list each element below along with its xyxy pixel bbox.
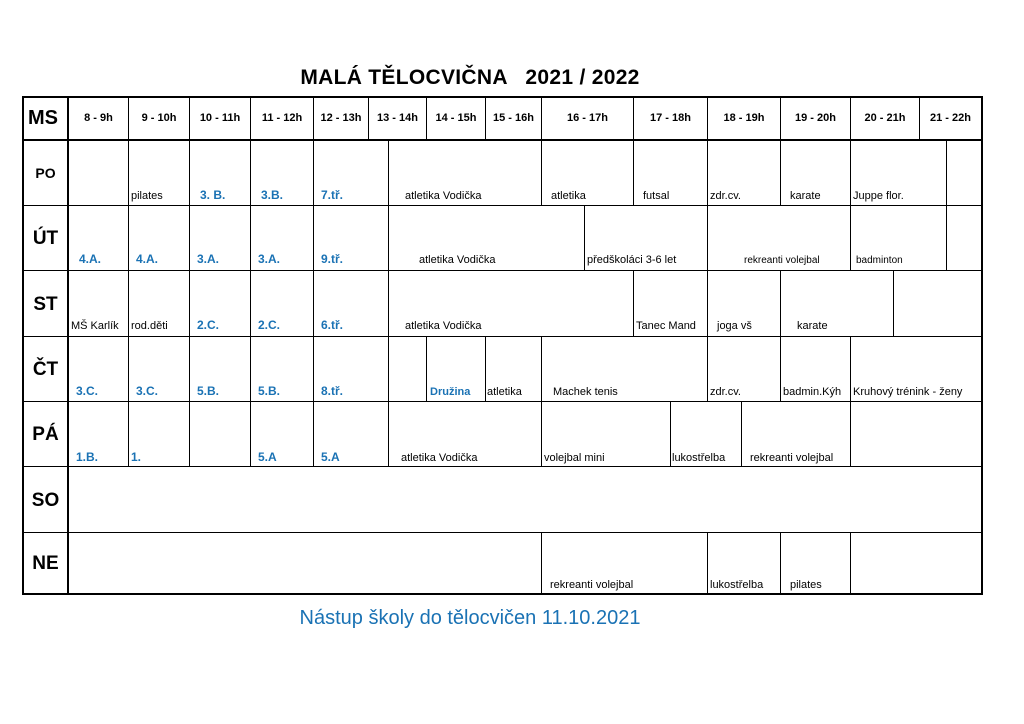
schedule-cell: 5.B.: [258, 384, 281, 398]
hour-header: 11 - 12h: [261, 112, 303, 124]
cell-divider: [388, 206, 389, 270]
cell-divider: [388, 337, 389, 401]
cell-divider: [313, 271, 314, 336]
schedule-cell: pilates: [131, 190, 163, 202]
schedule-cell: Družina: [430, 386, 471, 398]
footer-note: Nástup školy do tělocvičen 11.10.2021: [299, 607, 641, 629]
cell-divider: [946, 206, 947, 270]
row-divider: [22, 466, 983, 467]
cell-divider: [946, 140, 947, 205]
cell-divider: [707, 140, 708, 205]
cell-divider: [850, 533, 851, 593]
hour-header: 20 - 21h: [864, 112, 906, 124]
cell-divider: [541, 140, 542, 205]
cell-divider: [250, 140, 251, 205]
cell-divider: [893, 271, 894, 336]
cell-divider: [541, 402, 542, 466]
day-label: ÚT: [32, 228, 59, 249]
cell-divider: [633, 271, 634, 336]
schedule-cell: lukostřelba: [710, 579, 764, 591]
cell-divider: [313, 206, 314, 270]
cell-divider: [584, 206, 585, 270]
day-label: NE: [32, 553, 59, 574]
row-divider: [22, 401, 983, 402]
cell-divider: [670, 402, 671, 466]
hour-header: 16 - 17h: [567, 112, 608, 124]
schedule-cell: 4.A.: [136, 252, 159, 266]
cell-divider: [850, 206, 851, 270]
cell-divider: [250, 402, 251, 466]
schedule-cell: badminton: [856, 255, 903, 266]
schedule-cell: rekreanti volejbal: [744, 255, 820, 266]
cell-divider: [250, 271, 251, 336]
hour-header: 19 - 20h: [795, 112, 836, 124]
schedule-cell: Juppe flor.: [853, 190, 904, 202]
schedule-cell: atletika Vodička: [405, 320, 482, 332]
day-label: ST: [33, 294, 58, 315]
cell-divider: [780, 337, 781, 401]
hour-header: 8 - 9h: [84, 112, 113, 124]
schedule-cell: atletika Vodička: [419, 254, 496, 266]
cell-divider: [313, 337, 314, 401]
table-border: [22, 593, 983, 595]
hour-header: 18 - 19h: [723, 112, 765, 124]
row-divider: [22, 532, 983, 533]
cell-divider: [707, 533, 708, 593]
schedule-cell: 5.A: [258, 450, 277, 464]
schedule-cell: 3.A.: [197, 252, 220, 266]
cell-divider: [128, 402, 129, 466]
schedule-cell: 6.tř.: [321, 318, 344, 332]
hour-header: 13 - 14h: [377, 112, 418, 124]
schedule-cell: rod.děti: [131, 320, 168, 332]
table-border: [981, 96, 983, 595]
schedule-cell: atletika Vodička: [401, 452, 478, 464]
cell-divider: [541, 533, 542, 593]
cell-divider: [780, 271, 781, 336]
row-divider: [22, 205, 983, 206]
schedule-cell: 1.B.: [76, 450, 99, 464]
cell-divider: [741, 402, 742, 466]
cell-divider: [189, 337, 190, 401]
schedule-cell: 8.tř.: [321, 384, 344, 398]
hour-header: 21 - 22h: [930, 112, 971, 124]
cell-divider: [426, 337, 427, 401]
cell-divider: [313, 402, 314, 466]
cell-divider: [707, 206, 708, 270]
schedule-cell: badmin.Kýh: [783, 386, 842, 398]
schedule-cell: Kruhový trénink - ženy: [853, 386, 963, 398]
schedule-cell: 2.C.: [258, 318, 281, 332]
cell-divider: [313, 140, 314, 205]
hour-header: 17 - 18h: [650, 112, 691, 124]
schedule-cell: 4.A.: [79, 252, 102, 266]
schedule-cell: zdr.cv.: [710, 190, 741, 202]
schedule-cell: 1.: [131, 450, 142, 464]
schedule-cell: rekreanti volejbal: [750, 452, 834, 464]
cell-divider: [850, 402, 851, 466]
corner-label: MS: [28, 107, 58, 129]
table-border: [22, 96, 983, 98]
schedule-cell: 3.C.: [76, 384, 99, 398]
schedule-cell: pilates: [790, 579, 822, 591]
page-title: MALÁ TĚLOCVIČNA 2021 / 2022: [300, 66, 640, 89]
schedule-cell: 5.A: [321, 450, 340, 464]
schedule-cell: Machek tenis: [553, 386, 618, 398]
cell-divider: [388, 140, 389, 205]
schedule-cell: rekreanti volejbal: [550, 579, 634, 591]
day-label: PO: [35, 165, 56, 181]
cell-divider: [633, 140, 634, 205]
cell-divider: [189, 140, 190, 205]
schedule-cell: 7.tř.: [321, 188, 344, 202]
cell-divider: [189, 271, 190, 336]
cell-divider: [780, 140, 781, 205]
hour-header: 12 - 13h: [320, 112, 362, 124]
schedule-cell: 3.A.: [258, 252, 281, 266]
cell-divider: [250, 337, 251, 401]
schedule-cell: 2.C.: [197, 318, 220, 332]
cell-divider: [128, 206, 129, 270]
row-divider: [22, 336, 983, 337]
schedule-cell: karate: [797, 320, 828, 332]
schedule-cell: 3.B.: [261, 188, 284, 202]
cell-divider: [850, 337, 851, 401]
cell-divider: [850, 140, 851, 205]
cell-divider: [250, 206, 251, 270]
hour-header: 9 - 10h: [141, 112, 177, 124]
cell-divider: [780, 533, 781, 593]
schedule-cell: MŠ Karlík: [71, 320, 119, 332]
schedule-cell: 9.tř.: [321, 252, 344, 266]
hour-header: 15 - 16h: [493, 112, 534, 124]
day-label: ČT: [32, 359, 59, 380]
schedule-cell: volejbal mini: [544, 452, 605, 464]
schedule-cell: atletika: [487, 386, 522, 398]
cell-divider: [388, 271, 389, 336]
day-label: SO: [31, 490, 60, 511]
schedule-cell: předškoláci 3-6 let: [587, 254, 677, 266]
cell-divider: [128, 337, 129, 401]
row-divider: [22, 270, 983, 271]
day-label: PÁ: [32, 424, 59, 445]
schedule-cell: Tanec Mand: [636, 320, 696, 332]
cell-divider: [541, 337, 542, 401]
schedule-cell: karate: [790, 190, 821, 202]
schedule-cell: atletika Vodička: [405, 190, 482, 202]
schedule-cell: zdr.cv.: [710, 386, 741, 398]
schedule-cell: atletika: [551, 190, 586, 202]
header-divider: [22, 139, 983, 141]
cell-divider: [189, 206, 190, 270]
schedule-cell: joga vš: [717, 320, 752, 332]
schedule-cell: 3. B.: [200, 188, 226, 202]
cell-divider: [707, 337, 708, 401]
schedule-cell: 3.C.: [136, 384, 159, 398]
cell-divider: [485, 337, 486, 401]
cell-divider: [707, 271, 708, 336]
cell-divider: [128, 140, 129, 205]
schedule-cell: 5.B.: [197, 384, 220, 398]
table-border: [67, 96, 69, 595]
hour-header: 10 - 11h: [199, 112, 241, 124]
hour-header: 14 - 15h: [435, 112, 477, 124]
cell-divider: [189, 402, 190, 466]
schedule-cell: futsal: [643, 190, 670, 202]
cell-divider: [388, 402, 389, 466]
schedule-cell: lukostřelba: [672, 452, 726, 464]
cell-divider: [128, 271, 129, 336]
